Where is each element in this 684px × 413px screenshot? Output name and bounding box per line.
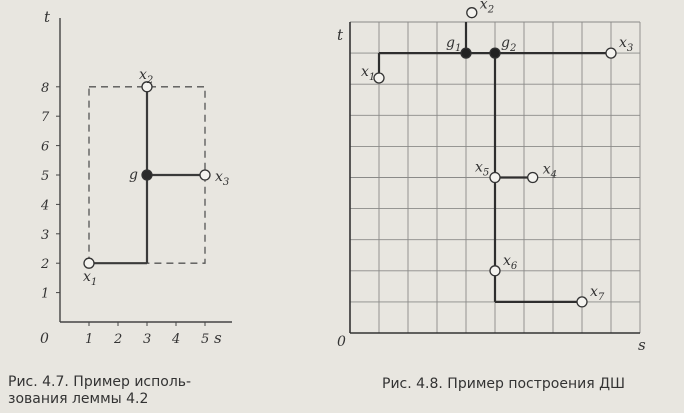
f48-point-x1 — [374, 73, 384, 83]
f47-xtick-label: 5 — [201, 332, 210, 347]
f48-tree-edges — [379, 22, 611, 302]
f48-points — [361, 0, 633, 307]
f47-t-axis-label: t — [44, 8, 51, 26]
f48-t-axis-label: t — [337, 26, 344, 44]
f47-ytick-label: 4 — [41, 198, 50, 214]
f48-point-x3 — [606, 48, 616, 58]
f48-label-x4: $x_4$ — [542, 161, 558, 181]
figure-4-7-caption — [8, 374, 238, 408]
figure-4-8-caption: Рис. 4.8. Пример построения ДШ — [382, 376, 625, 392]
f48-point-x6 — [490, 266, 500, 276]
f47-ticks — [40, 81, 209, 347]
f48-label-x1: $x_1$ — [361, 63, 376, 83]
f48-label-g1: $g_1$ — [446, 35, 462, 55]
f48-point-x5 — [490, 173, 500, 183]
f47-s-axis-label: s — [214, 329, 222, 347]
caption-line-1: Рис. 4.7. Пример исполь- — [8, 374, 192, 390]
f48-point-x2 — [467, 8, 477, 18]
f48-label-x5: $x_5$ — [475, 159, 490, 179]
f47-ytick-label: 5 — [41, 169, 50, 184]
f47-label-x3: $x_3$ — [215, 169, 230, 188]
figure-4-8 — [337, 0, 646, 354]
f47-ytick-label: 6 — [41, 139, 50, 155]
f48-label-x2: $x_2$ — [479, 0, 495, 16]
figure-4-7 — [40, 8, 232, 347]
f47-point-x1 — [84, 258, 94, 268]
f47-xtick-label: 1 — [85, 332, 94, 347]
f47-ytick-label: 3 — [41, 227, 50, 243]
f47-ytick-label: 8 — [41, 80, 50, 96]
f47-ytick-label: 2 — [41, 257, 50, 273]
f48-origin-label: 0 — [337, 334, 346, 350]
f47-point-g — [142, 170, 152, 180]
f47-xtick-label: 2 — [114, 332, 123, 347]
f48-point-g1 — [461, 48, 471, 58]
f47-origin-label: 0 — [40, 331, 49, 347]
f47-xtick-label: 4 — [172, 332, 181, 347]
f48-label-x6: $x_6$ — [503, 252, 518, 272]
f48-label-x7: $x_7$ — [590, 283, 605, 303]
f48-point-x4 — [528, 173, 538, 183]
f48-point-g2 — [490, 48, 500, 58]
f47-ytick-label: 1 — [41, 286, 50, 302]
f48-label-x3: $x_3$ — [619, 35, 634, 55]
f48-point-x7 — [577, 297, 587, 307]
f47-ytick-label: 7 — [41, 110, 50, 126]
f47-label-g: g — [129, 167, 138, 183]
f48-s-axis-label: s — [638, 336, 646, 354]
f47-label-x1: $x_1$ — [83, 269, 98, 289]
f47-xtick-label: 3 — [143, 332, 152, 347]
caption-line-2: зования леммы 4.2 — [8, 391, 149, 407]
f47-point-x3 — [200, 170, 210, 180]
f48-axes — [337, 22, 646, 354]
f47-points — [83, 67, 229, 288]
f47-label-x2: $x_2$ — [139, 66, 154, 86]
f48-label-g2: $g_2$ — [501, 35, 517, 55]
